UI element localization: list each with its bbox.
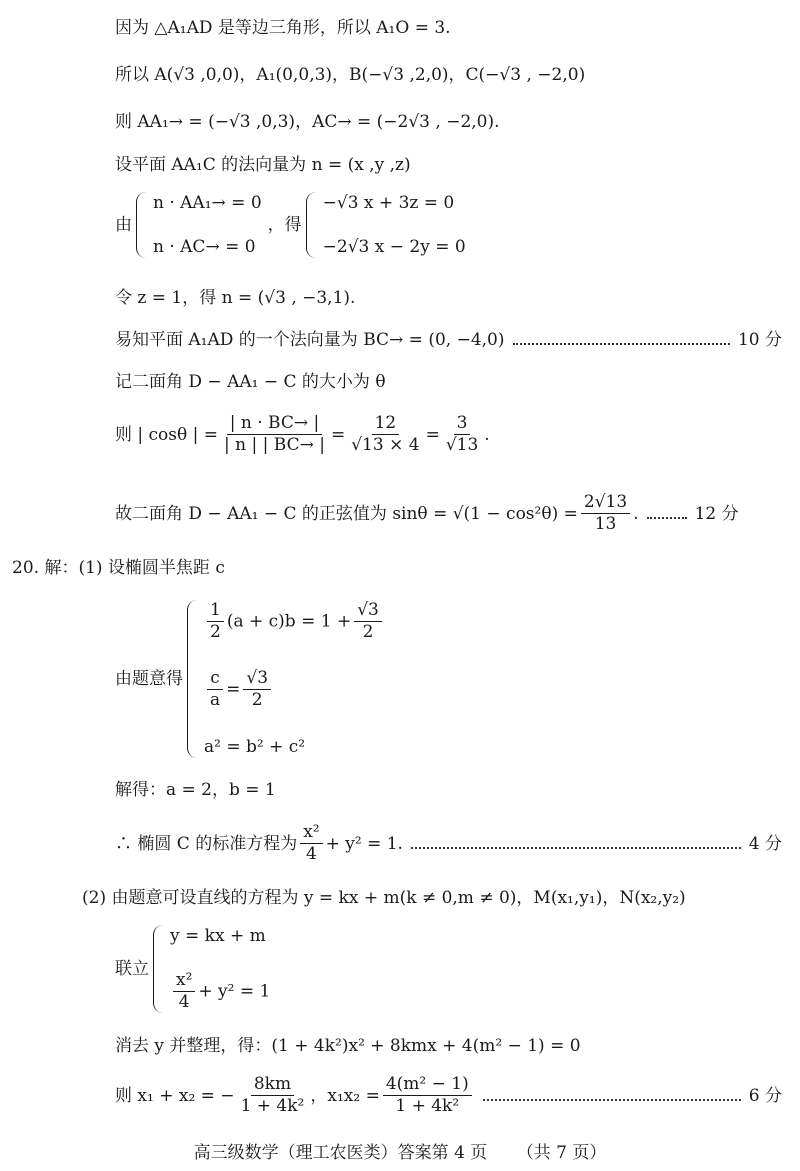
equation-system [136,192,262,258]
numerator: 1 [207,600,224,622]
scored-formula-line [115,822,782,866]
equation-system [306,192,466,258]
scored-line [115,330,782,350]
denominator: 4 [306,844,317,865]
score-label: 12 分 [694,503,739,524]
line-text: 则 AA₁→ = (−√3 ,0,3)，AC→ = (−2√3 , −2,0). [115,112,500,132]
numerator: | n · BC→ | [227,413,322,435]
score-label: 4 分 [748,833,782,854]
denominator: 4 [178,991,190,1012]
system-row: y = kx + m [170,926,266,946]
numerator: 2√13 [581,492,630,514]
line-text: + y² = 1 [198,980,271,1001]
brace [153,925,164,1013]
numerator: 12 [372,413,400,435]
line-text: 所以 A(√3 ,0,0)，A₁(0,0,3)，B(−√3 ,2,0)，C(−√3 , −2,0) [115,65,586,85]
numerator: x² [300,822,322,844]
line-text: 由 [115,214,132,235]
leader-dots [647,517,687,519]
fraction [173,970,195,1014]
denominator: | n | | BC→ | [224,435,325,456]
denominator: a [210,690,221,711]
fraction [383,1074,472,1118]
denominator: √13 [445,435,479,456]
scored-formula-line [115,1074,782,1118]
line-text: 记二面角 D − AA₁ − C 的大小为 θ [115,372,386,392]
line-text: ，得 [267,214,302,235]
line-text: 联立 [115,958,149,979]
leader-dots [411,847,741,849]
line-text: 故二面角 D − AA₁ − C 的正弦值为 sinθ = √(1 − cos²θ) = [115,503,578,524]
system-row: n · AC→ = 0 [153,236,256,257]
brace [187,600,198,758]
line-text: (2) 由题意可设直线的方程为 y = kx + m(k ≠ 0,m ≠ 0)，M(x₁,y₁)，N(x₂,y₂) [82,888,686,908]
system-row: a² = b² + c² [204,736,306,757]
line-text: . [633,503,639,524]
denominator: 2 [210,622,221,643]
fraction [443,413,481,457]
system-row: −√3 x + 3z = 0 [322,193,455,213]
footer-total-pages: （共 7 页） [516,1143,607,1163]
text-line [115,1036,782,1056]
line-text: 则 x₁ + x₂ = − [115,1085,235,1106]
numerator: c [207,668,223,690]
numerator: x² [173,970,195,992]
scored-formula-line [115,492,782,536]
equation-system-line [115,925,782,1013]
text-line [115,65,782,85]
brace [136,192,147,258]
score-label: 6 分 [748,1085,782,1106]
fraction [221,413,328,457]
denominator: √13 × 4 [351,435,420,456]
denominator: 2 [251,690,263,711]
fraction [581,492,630,536]
leader-dots [513,343,730,345]
line-text: 因为 △A₁AD 是等边三角形，所以 A₁O = 3. [115,18,451,38]
line-text: 消去 y 并整理，得：(1 + 4k²)x² + 8kmx + 4(m² − 1) = 0 [115,1036,581,1056]
system-row [204,600,385,644]
denominator: 1 + 4k² [395,1096,460,1117]
line-text: 则 | cosθ | = [115,424,219,445]
line-text: . [484,424,490,445]
equation-system [153,925,270,1013]
fraction [238,1074,308,1118]
brace [306,192,317,258]
footer-title: 高三级数学（理工农医类）答案第 4 页 [193,1143,488,1163]
equation-system [187,600,385,758]
fraction [243,668,271,712]
fraction [348,413,422,457]
text-line [82,888,782,908]
equation-system-line [115,600,782,758]
numerator: 4(m² − 1) [383,1074,472,1096]
system-row [204,668,385,712]
text-line [115,288,782,308]
denominator: 13 [594,514,617,535]
numerator: √3 [243,668,271,690]
text-line [115,112,782,132]
denominator: 1 + 4k² [240,1096,305,1117]
fraction [300,822,322,866]
line-text: 由题意得 [115,668,183,689]
fraction [354,600,382,644]
line-text: ∴ 椭圆 C 的标准方程为 [115,833,298,854]
text-line [115,155,782,175]
line-text: = [330,424,346,445]
fraction [207,600,224,644]
page-footer [0,1138,800,1163]
line-text: 20. 解：(1) 设椭圆半焦距 c [12,558,225,578]
line-text: 解得：a = 2，b = 1 [115,780,276,800]
denominator: 2 [362,622,374,643]
system-row: n · AA₁→ = 0 [153,193,262,213]
line-text: 易知平面 A₁AD 的一个法向量为 BC→ = (0, −4,0) [115,330,505,350]
line-text: (a + c)b = 1 + [226,611,352,632]
system-row: −2√3 x − 2y = 0 [322,236,466,257]
text-line [115,780,782,800]
line-text: + y² = 1. [325,833,403,854]
fraction [207,668,223,712]
text-line [115,372,782,392]
line-text: = [226,679,241,700]
numerator: 3 [454,413,471,435]
numerator: √3 [354,600,382,622]
line-text: 令 z = 1，得 n = (√3 , −3,1). [115,288,356,308]
text-line [115,18,782,38]
score-label: 10 分 [737,330,782,350]
question-heading [12,558,782,578]
system-row [170,970,270,1014]
formula-line [115,413,782,457]
line-text: ，x₁x₂ = [310,1085,380,1106]
line-text: 设平面 AA₁C 的法向量为 n = (x ,y ,z) [115,155,411,175]
equation-system-line [115,192,782,258]
leader-dots [483,1099,741,1101]
numerator: 8km [251,1074,294,1096]
line-text: = [425,424,440,445]
